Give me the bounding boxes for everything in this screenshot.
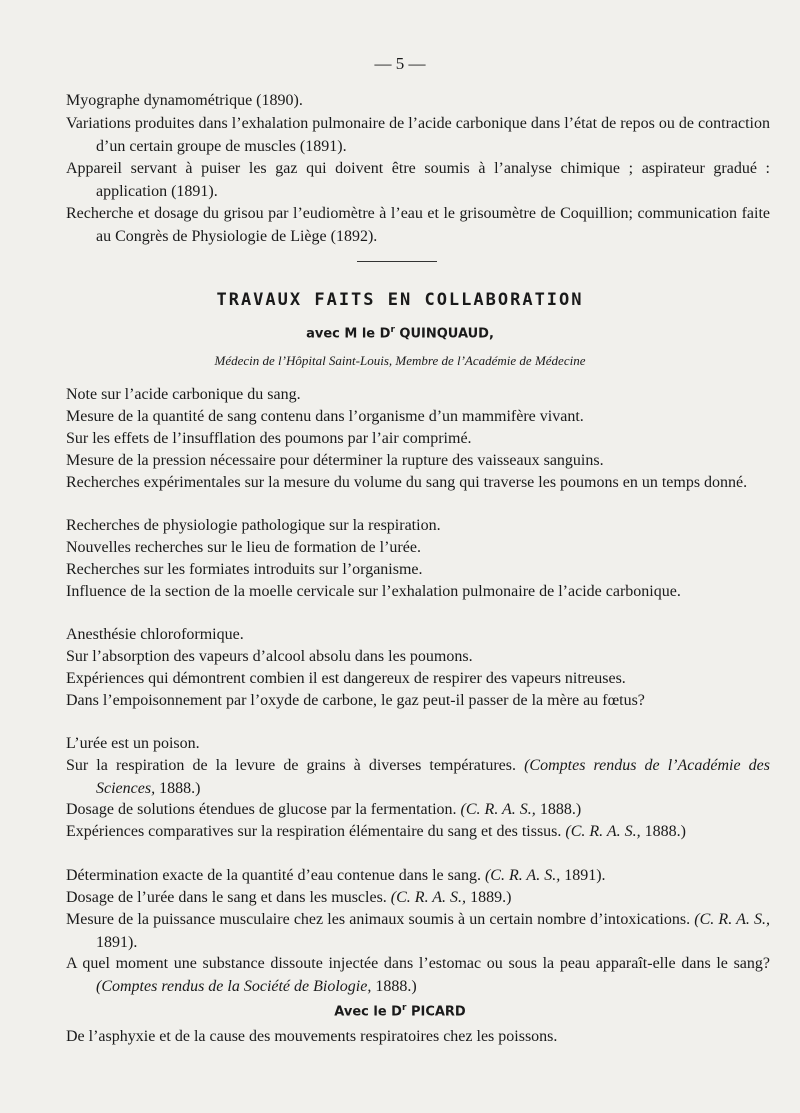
- section-divider: [357, 261, 437, 262]
- entry-formiates: Recherches sur les formiates introduits sur l’organisme.: [66, 561, 423, 578]
- entry-insufflation: Sur les effets de l’insufflation des poumons par l’air comprimé.: [66, 430, 472, 447]
- citation: (Comptes rendus de la Société de Biologie,: [96, 977, 372, 995]
- collab-affiliation: Médecin de l’Hôpital Saint-Louis, Membre de l’Académie de Médecine: [214, 353, 586, 368]
- collab-heading-name: PICARD: [410, 1004, 466, 1020]
- collab-heading-sup: r: [390, 325, 395, 335]
- entry-levure: Sur la respiration de la levure de grains à diverses températures. (Comptes rendus de l’Académie des Sciences, 1888.): [66, 757, 770, 797]
- entry-myographe: Myographe dynamométrique (1890).: [66, 92, 303, 109]
- entry-asphyxie: De l’asphyxie et de la cause des mouvements respiratoires chez les poissons.: [66, 1028, 558, 1045]
- entry-grisou: Recherche et dosage du grisou par l’eudiomètre à l’eau et le grisoumètre de Coquillion; communication faite au Congrès de Physiologie de Liège (1892).: [66, 205, 770, 245]
- page-number: — 5 —: [374, 54, 426, 73]
- entry-eau-sang: Détermination exacte de la quantité d’eau contenue dans le sang. (C. R. A. S., 1891).: [66, 867, 606, 884]
- entry-puissance-musculaire: Mesure de la puissance musculaire chez les animaux soumis à un certain nombre d’intoxications. (C. R. A. S., 1891).: [66, 911, 771, 951]
- citation: (C. R. A. S.,: [460, 801, 536, 818]
- citation: (C. R. A. S.,: [484, 867, 561, 884]
- collab-heading-prefix: avec M le D: [306, 326, 391, 342]
- collab-heading-quinquaud: [0, 325, 800, 341]
- entry-alcool: Sur l’absorption des vapeurs d’alcool absolu dans les poumons.: [66, 648, 473, 665]
- section-title: TRAVAUX FAITS EN COLLABORATION: [216, 290, 584, 310]
- entry-respiration-elementaire: Expériences comparatives sur la respiration élémentaire du sang et des tissus. (C. R. A. S., 1888.): [66, 823, 686, 840]
- entry-uree-formation: Nouvelles recherches sur le lieu de formation de l’urée.: [66, 539, 421, 556]
- entry-pression: Mesure de la pression nécessaire pour déterminer la rupture des vaisseaux sanguins.: [66, 452, 604, 469]
- citation: (C. R. A. S.,: [390, 889, 467, 906]
- citation: (C. R. A. S.,: [694, 911, 771, 928]
- entry-moelle: Influence de la section de la moelle cervicale sur l’exhalation pulmonaire de l’acide carbonique.: [66, 583, 681, 600]
- entry-quantite-sang: Mesure de la quantité de sang contenu dans l’organisme d’un mammifère vivant.: [66, 408, 584, 425]
- entry-vapeurs-nitreuses: Expériences qui démontrent combien il est dangereux de respirer des vapeurs nitreuses.: [66, 670, 626, 687]
- collab-heading-sup: r: [401, 1003, 407, 1013]
- entry-glucose: Dosage de solutions étendues de glucose par la fermentation. (C. R. A. S., 1888.): [66, 801, 582, 818]
- entry-substance-dissoute: A quel moment une substance dissoute injectée dans l’estomac ou sous la peau apparaît-elle dans le sang? (Comptes rendus de la Société de Biologie, 1888.): [66, 955, 770, 995]
- entry-uree-poison: L’urée est un poison.: [66, 735, 200, 752]
- entry-volume-sang: Recherches expérimentales sur la mesure du volume du sang qui traverse les poumons en un temps donné.: [66, 474, 748, 491]
- citation: (C. R. A. S.,: [565, 823, 641, 840]
- collab-heading-picard: [0, 1003, 800, 1019]
- entry-oxyde-carbone: Dans l’empoisonnement par l’oxyde de carbone, le gaz peut-il passer de la mère au fœtus?: [66, 692, 645, 709]
- entry-anesthesie: Anesthésie chloroformique.: [66, 626, 244, 643]
- collab-heading-name: QUINQUAUD,: [399, 326, 494, 342]
- entry-uree-muscles: Dosage de l’urée dans le sang et dans les muscles. (C. R. A. S., 1889.): [66, 889, 512, 906]
- entry-note-acide: Note sur l’acide carbonique du sang.: [66, 386, 301, 403]
- collab-heading-prefix: Avec le D: [334, 1004, 402, 1020]
- entry-appareil: Appareil servant à puiser les gaz qui doivent être soumis à l’analyse chimique ; aspirateur gradué : application (1891).: [66, 160, 770, 200]
- entry-physiologie: Recherches de physiologie pathologique sur la respiration.: [66, 517, 441, 534]
- citation: (Comptes rendus de l’Académie des Sciences,: [96, 757, 770, 797]
- entry-variations: Variations produites dans l’exhalation pulmonaire de l’acide carbonique dans l’état de repos ou de contraction d’un certain groupe de muscles (1891).: [66, 115, 770, 155]
